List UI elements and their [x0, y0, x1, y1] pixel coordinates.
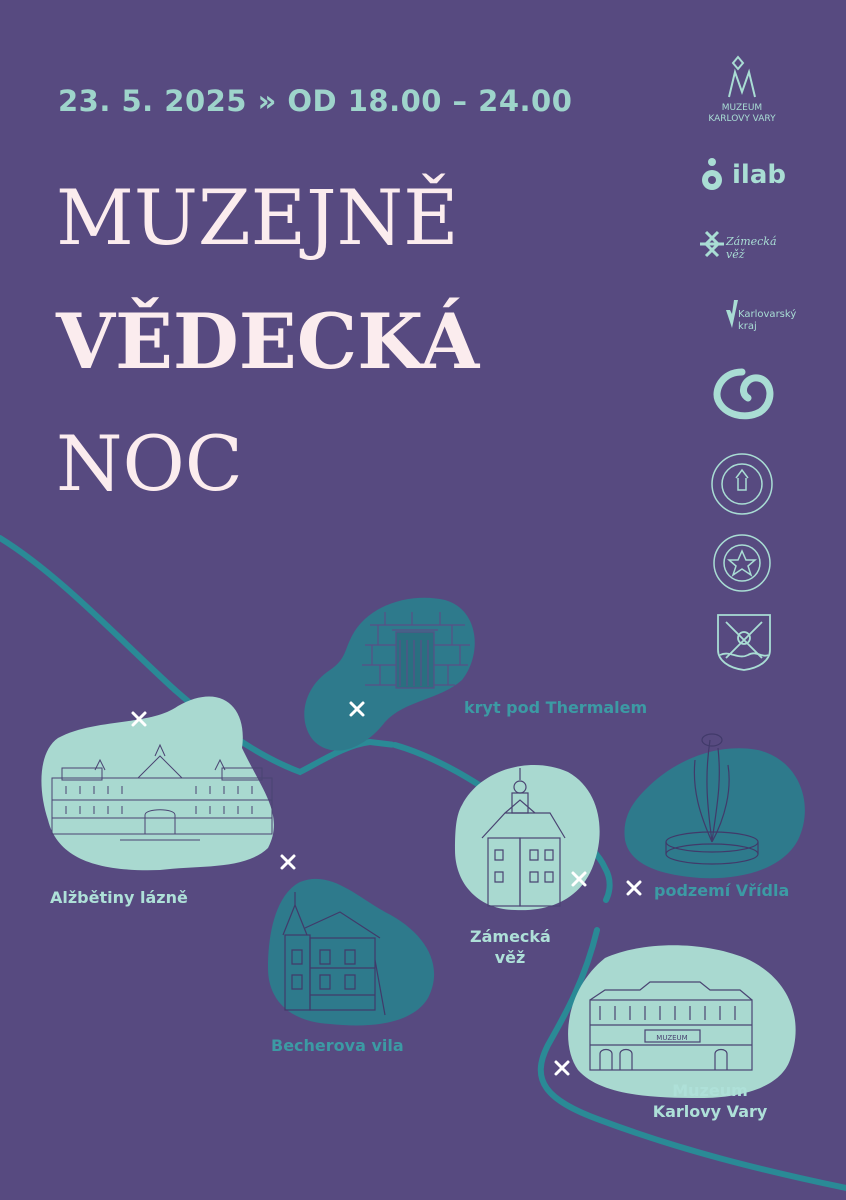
muzeum-sign: MUZEUM: [656, 1034, 688, 1042]
location-podzemi-vridla: [624, 734, 804, 878]
label-zamecka-line1: Zámecká: [470, 927, 551, 946]
zamecka-logo-line2: věž: [726, 248, 745, 261]
marker-vridlo: [628, 882, 640, 894]
kraj-logo-text: [738, 309, 796, 333]
logo-spravа-seal: [712, 454, 772, 514]
event-date-time: 23. 5. 2025 » OD 18.00 – 24.00: [58, 84, 573, 118]
spa-seal-icon: [712, 454, 772, 514]
logo-muzeum-karlovy-vary: [729, 57, 755, 97]
zamecka-knot-icon: [700, 232, 724, 256]
label-podzemi-vridla: podzemí Vřídla: [654, 881, 790, 900]
spiral-icon: [717, 372, 770, 416]
muzeum-logo-name: MUZEUM: [721, 103, 763, 113]
lion-crest-icon: [733, 57, 743, 69]
title-line-2: VĚDECKÁ: [56, 297, 480, 386]
label-muzeum-karlovy-vary: [640, 1080, 780, 1122]
ilab-logo-text: ilab: [732, 160, 786, 190]
kraj-logo-line2: kraj: [738, 321, 757, 332]
label-kryt-pod-thermalem: kryt pod Thermalem: [464, 698, 648, 717]
logo-policie: [714, 535, 770, 591]
location-kryt-pod-thermalem: [304, 598, 474, 751]
kraj-logo-line1: Karlovarský: [738, 309, 797, 320]
zamecka-logo-text: [726, 235, 777, 261]
label-zamecka-line2: věž: [494, 948, 526, 967]
label-muzeum-line1: Muzeum: [672, 1081, 748, 1100]
location-zamecka-vez: [455, 765, 600, 910]
marker-becherova: [282, 856, 294, 868]
logo-zamecka-vez: [700, 232, 724, 256]
zamecka-logo-line1: Zámecká: [726, 235, 777, 248]
location-alzbetiny-lazne: [41, 696, 273, 870]
location-muzeum-karlovy-vary: [568, 945, 796, 1098]
logo-spiral: [717, 372, 770, 416]
label-muzeum-line2: Karlovy Vary: [652, 1102, 768, 1121]
location-becherova-vila: [268, 879, 434, 1026]
label-zamecka-vez: [470, 926, 550, 968]
label-alzbetiny-lazne: Alžbětiny lázně: [50, 888, 188, 907]
title-line-1: MUZEJNĚ: [56, 173, 459, 262]
marker-muzeum: [556, 1062, 568, 1074]
title-line-3: NOC: [56, 419, 243, 508]
kraj-check-icon: [726, 300, 738, 328]
muzeum-logo-city: KARLOVY VARY: [708, 114, 776, 124]
label-becherova-vila: Becherova vila: [271, 1036, 404, 1055]
logo-karlovarsky-kraj: [726, 300, 738, 328]
muzeum-logo-text: [700, 103, 784, 125]
police-star-icon: [714, 535, 770, 591]
logo-ilab: [702, 158, 722, 190]
logo-karlovy-vary-coat-of-arms: [718, 615, 770, 670]
coat-of-arms-icon: [718, 615, 770, 670]
